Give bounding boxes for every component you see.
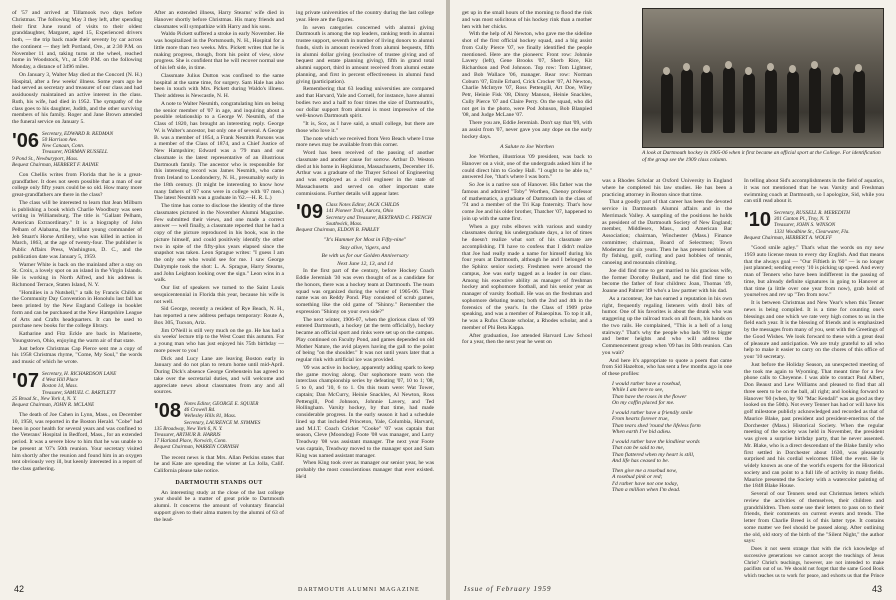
paragraph: So Joe is a native son of Hanover. His father was the famous and admired "Toby" Worthen, Chenoy professor of mathematics, a graduate of Dartmouth in the class of '74 and a member of the Tri Kap fraternity. That's how come Joe and his older brother, Thatcher '07, happened to join up with the same first. — [462, 182, 592, 222]
class-header-1908 — [154, 401, 284, 451]
paragraph: Dick and Lucy Lane are leaving Boston early in January and do not plan to return home until mid-April. During Dick's absence George Grebenstein has agreed to take over the secretarial duties, and will welcome and appreciate news about classmates from any and all sources. — [154, 355, 284, 396]
paragraph: Joe Worthen, illustrious '09 president, was back to Hanover on a visit, one of the undergrads asked him if he could direct him to Godey Hall. "I ought to be able to," answered Joe, "that's where I was born." — [462, 154, 592, 181]
paragraph: "Homilies in a Nutshell," a talk by Francis Childs at the Community Day Convention in Honolulu last fall has been printed by the New England College in booklet form and can be purchased at the New Hampshire League of Arts and Crafts headquarters. It can be used to purchase new books for the college library. — [12, 289, 142, 330]
paragraph: Warner White is back on the mainland after a stay on St. Croix, a lovely spot on an island in the Virgin Islands. He is working in North Alfred, and his address is Richmond Terrace, Staten Island, N. Y. — [12, 261, 142, 288]
right-page — [450, 0, 896, 600]
paragraph: Several of our Tenners send out Christmas letters which review the activities of themselves, their children and grandchildren. Then some use their letters to pass on to their friends, their comments on current events and trends. The letter from Charlie Breed is of this latter type. It contains some matter we feel should be passed along. After outlining the old, old story of the birth of the "Silent Night," the author says: — [744, 491, 884, 545]
photo-caption: A look at Dartmouth hockey in 1905-06 when it first became an official sport at the College. For identification of the group see the 1909 class column. — [642, 150, 881, 163]
paragraph: Waldo Pickett suffered a stroke in early November. He was hospitalized in the Portsmouth, N. H., Hospital for a little more than two weeks. Mrs. Pickett writes that he is making progress, though, from his point of view, slow progress. She is confident that he will recover normal use of his left side, in time. — [154, 31, 284, 71]
address-line: Boston 14, Mass. — [42, 383, 78, 390]
quoted-letter: Does it not seem strange that with the rich knowledge of successive generations we cannot accept the teachings of Jesus Christ? Christ's teachings, however, are not intended to make pacifists out of us. We should not forget that the same Good Book which teaches us to work for peace, and exhorts us that the Prince — [744, 546, 884, 580]
poem-line: And life has ceased to be. — [612, 458, 670, 465]
paragraph: The note which we received from Vero Beach where I true more news may be available from this corner. — [296, 135, 434, 149]
address-line: 141 Pioneer Trail, Aurora, Ohio — [326, 208, 394, 215]
poem-line: When earth I've bid adieu. — [612, 429, 672, 436]
bequest-line: Bequest Chairman, JOHN R. MCLANE — [12, 401, 95, 408]
column-6 — [744, 178, 884, 580]
address-line: New Canaan, Conn. — [42, 143, 85, 150]
address-line: 135 Broadway, New York 6, N. Y. — [154, 425, 223, 432]
paragraph: Remembering that 63 leading universities are compared and that Harvard, Yale and Cornell, for instance, have alumni bodies two and a half to four times the size of Dartmouth's, our dollar support from alumni is most impressive of the well-known Dartmouth spirit. — [296, 86, 434, 120]
page-number-right: 43 — [871, 584, 882, 594]
paragraph: Joe did find time to get married to his gracious wife, the former Dorothy Bullard, and he did find time to become the father of four children: Joan, Thomas '49, Joanne and Palmer '49 who's a law partner with his dad. — [602, 267, 732, 294]
paragraph: As a raconteur, Joe has earned a reputation in his own right, frequently regaling listeners with droll bits of humor. One of his favorites is about the drunk who was staggering up the railroad track on all fours, his hands on the two rails. He complained, "This is a hell of a long stairway." That's why the people who lads '09 to bigger and better heights and who will address the Commencement group when '09 has its 50th reunion. Can you wait? — [602, 295, 732, 356]
magazine-title-footer: DARTMOUTH ALUMNI MAGAZINE — [298, 587, 420, 593]
class-header-1909 — [296, 202, 434, 233]
address-line: Wellesley Hills 81, Mass. — [184, 413, 237, 420]
address-line: 301 Canton Pl., Troy, N. Y. — [774, 216, 830, 223]
page-number-left: 42 — [14, 584, 25, 594]
treasurer-line: Treasurer, NORMAN RUSSELL — [42, 149, 108, 156]
paragraph: "Good smile agley." That's what the words on my new 1959 auto license mean to every day English. And that means that the always goal — "Our Fiftieth in '60" — is no longer just planned; sending every '10 is picking up speed. And every man of Tenners who have been indifferent in the passing of time, but already definite signatures in going to Hanover at that time (a little over one year from now), grab hold of yourselves and rev up "Ten from now." — [744, 245, 884, 299]
column-3 — [296, 10, 434, 580]
bequest-line: Bequest Chairman, ELDON B. FARLEY — [296, 227, 380, 234]
paragraph: Con Chellis writes from Florida that he is a great-grandfather. It does not seem possible that a man of our college only fifty years could be so old. How many more great-grandfathers are there in the class? — [12, 171, 142, 199]
paragraph: An interesting study at the close of the last college year should be a matter of great pride to Dartmouth alumni. It concerns the amount of voluntary financial support given to their alma maters by the alumni of 63 of the lead- — [154, 489, 284, 523]
class-numeral: '09 — [296, 202, 324, 224]
bequest-line: Bequest Chairman, WARREN CORNISH — [154, 444, 239, 451]
address-line: 25 Broad St., New York 4, N. Y. — [12, 395, 77, 402]
class-numeral: '07 — [12, 370, 40, 392]
column-5 — [602, 178, 732, 580]
address-line: 46 Crowell Rd. — [184, 407, 216, 414]
paragraph: "It is, Sox, as I have said, a small college, but there are those who love it." — [296, 121, 434, 134]
paragraph: On January 3, Walter May died at the Concord (N. H.) Hospital, after a few weeks' illness. Some years ago he had served as secretary and treasurer of our class and had assiduously maintained an active interest in the class. Ruth, his wife, had died in 1952. The sympathy of the class goes to his daughter, Judith, and the other surviving members of his family. Roger and Jane Brown attended the funeral service on January 5. — [12, 71, 142, 125]
secretary-line: Secretary, LAURENCE M. SYMMES — [184, 419, 261, 426]
paragraph: Classmate Julius Dutton was confined to the same hospital at the same time, for surgery. Sam Hale has also been in touch with Mrs. Pickett during Waldo's illness. Their address is Newcastle, N. H. — [154, 72, 284, 99]
slogan-line: Next June 12, 13, and 14 — [337, 260, 393, 267]
paragraph: Just before the Holiday Season, an unexpected meeting of the took me again to Wyoming. That meant time for a few phone calls to Cheyenne. I was able to contact Paul Albert, Don Beaust and Lew Williams and pleased to find that all three seem to be on the ball, all right; and looking forward to Hanover '60 (when, by '60 "Mac Kendall" was as good as they looked on the 50th). Not every Tenner has had or will have his golf milestone publicly acknowledged and recorded as that of Maurice Blake, past president and president-emeritus of the Dorchester (Mass.) Historical Society. When the regular meeting of the society was held in November, the president was given a surprise birthday party, that he never assented. Mr. Blake, who is a direct descendant of the Blake family who first settled in Dorchester about 1630, was pleasantly surprised and his cordial welcomes filled the event. He is widely known as one of the world's experts for the Historical society and can point to a full life of activity in many fields. Maurice presented the Society with a watercolor painting of the 1848 Blake House. — [744, 361, 884, 490]
paragraph: The time has come to disclose the identity of the three classmates pictured in the November Alumni Magazine. Few submitted their views, and one made a correct answer — well finally, a classmate reported that he had a copy of the picture reproduced in his book, was in the picture himself, and could positively identify the other two in spite of the fifty-plus years elapsed since the snapshot was taken. Leon Sprague writes: "I guess I am the only one who would see for me. I saw George Dalrymple took the shot: L. A. Sprague, Harry Stearns, and John Leighton looking over the sign." Leon wins in a walk. — [154, 203, 284, 284]
slogan-line: "It's Hammer for Most in Fifty-nine" — [323, 237, 407, 244]
paragraph: When a guy rubs elbows with various and sundry classmates during his undergraduate days, a lot of times he doesn't realize what sort of his classmate are accomplishing. I'll have to confess that I didn't realize that Joe had really made a name for himself during his four years at Dartmouth, although he and I belonged to the Sphinx senior society. Freshmen were around the campus, Joe was early tagged as a leader in our class. Among his executive ability as manager of freshman hockey and sophomore football, and his senior year as manager of varsity football. He was on the freshman and sophomore debating teams; both the 2nd and 4th in the forensics of the year's. In the Class of 1909 prize speaking, and was a member of Palaeopitus. To top it all, he was a Rufus Choate scholar, a Rhodes scholar, and a member of Phi Beta Kappa. — [462, 223, 592, 331]
poem-line: That can be said to me, — [612, 445, 665, 452]
address-line: 1331 Woodbine St., Clearwater, Fla. — [774, 228, 850, 235]
paragraph: That a goodly part of that career has been the devoted service in Dartmouth Alumni affairs and in the Merrimack Valley. A sampling of the positions he holds as president of the Dartmouth Society of New England; member, Middlesex, Mass., and American Bar Association; chairman, Winchester (Mass.) Finance committee; chairman, Board of Selectmen; Town Moderator for six years. Then he has present hobbies of fly fishing, golf, curling and past hobbies of tennis, canoeing and mountain climbing. — [602, 199, 732, 266]
address-line: 9 Pond St., Newburyport, Mass. — [12, 155, 79, 162]
subheading: DARTMOUTH STANDS OUT — [175, 479, 263, 486]
slogan-line: Be with us for our Golden Anniversary — [321, 252, 409, 259]
address-line: 17 Harland Place, Norwich, Conn. — [154, 438, 227, 445]
paragraph: It is between Christmas and New Year's when this Tenner news is being compiled. It is a time for counting one's blessings and one which we rate very high comes to us in the field each year. It is the blessing of friends and is emphasized by the messages from many of you, sent with the Greetings of the Good Wishes. We look forward to these with a great deal of pleasure and anticipation. We are truly grateful to all who help to make it easier to carry on the chores of this office of your '10 secretary. — [744, 300, 884, 361]
poem-line: I would rather have a friendly smile — [612, 409, 693, 416]
poem-line: I would rather have a rosebud, — [612, 380, 682, 387]
paragraph: of '57 and arrived at Tillamook two days before Christmas. The following May 3 they left, after spending their first June round of visits to their oldest granddaughter, Margaret, aged 15, Experienced drivers both, — the trip back made their seventy by car across the continent — they left Portland, Ore., at 2:30 P.M. on November 11 and, taking turns at the wheel, reached home in Woodstock, Vt., at 5:00 P.M. on the following Monday, a distance of 3496 miles. — [12, 10, 142, 70]
poem-line: I'd rather have not one today, — [612, 480, 679, 487]
poem-line: I would rather have the kindliest words — [612, 438, 700, 445]
paragraph: In seven categories concerned with alumni giving Dartmouth is among the top leaders, ranking tenth in alumni trustee support, seventh in number of living donors to alumni funds, sixth in amount received from alumni bequests, fifth in alumni dollar giving (exclusive of trustee giving and of bequest and estate planning giving), fifth in grand total alumni support, third in amount received from alumni estate planning, and first in percent effectiveness in alumni fund giving (participation). — [296, 24, 434, 85]
paragraph: Our list of speakers we turned to the Saint Louis sesquicentennial in Florida this year, because his wife is not well. — [154, 285, 284, 305]
poem-line: Than a million when I'm dead. — [612, 487, 681, 494]
paragraph: When King took over as manager our senior year, he was probably the most conscientious manager that ever existed. He'd — [296, 460, 434, 480]
paragraph: Sid George, recently a resident of Rye Beach, N. H., has reported a new address perhaps temporary: Route A, Box 305, Tucson, Ariz. — [154, 306, 284, 326]
left-page — [0, 0, 446, 600]
poem — [612, 381, 732, 494]
secretary-line: Secretary, RUSSELL R. MEREDITH — [774, 210, 850, 216]
slogan-line: Stay alive, 'tigers, and — [340, 245, 390, 252]
secretary-line: Notes Editor, GEORGE E. SQUIER — [184, 401, 259, 407]
paragraph: In the first part of the century, before Hockey Coach Eddie Jeremiah '30 was even thought of as a candidate for the honors, there was a hockey team at Dartmouth. The team squad was organized during the winter of 1905-06. Their name was on Reddy Pond. Play consisted of scrub games, something like the old game of "Shinny." Remember the expression "Shinny on your own side?" — [296, 268, 434, 315]
address-line: 4 West Hill Place — [42, 377, 78, 384]
poem-line: Than have the roses in the flower — [612, 393, 687, 400]
paragraph: '09 was active in hockey, apparently adding spark to keep the game moving along. Our sophomore team won the interclass championship series by defeating '07, 10 to 1; '08, 5 to 0, and '10, 6 to 1. On this team were: Wat Tower, captain; Dan McCurry, Heinie Snackles, Al Newton, Ross Pettengill, Pod Johnson, Johnnie Lavery, and Ted Hollingham. Varsity hockey, by that time, had made considerable progress. In the early season it had a schedule lined up that included Princeton, Yale, Columbia, Harvard, and M.I.T. Coach Cricket "Cooke" '07 was captain that season, Cleve (Moondog) Foote '08 was manager, and Larry Treadway '08 was assistant manager. The next year Foote was captain, Treadway moved to the manager spot and Sam King was named assistant manager. — [296, 364, 434, 459]
poem-line: Than tears shed 'round the lifeless form — [612, 422, 701, 429]
tribute-heading: A Salute to Joe Worthen — [500, 144, 554, 151]
paragraph: Jim O'Neill is still very much on the go. He has had a six weeks' lecture trip to the West Coast this autumn. For a young man who has just enjoyed his 75th birthday — more power to you! — [154, 327, 284, 354]
treasurer-line: Treasurer, JOHN S. WINSON — [774, 222, 836, 229]
class-numeral: '08 — [154, 401, 182, 422]
address-line: 50 Harrison Ave. — [42, 136, 78, 143]
class-numeral: '10 — [744, 210, 772, 231]
paragraph: The death of Joe Cahen in Lynn, Mass., on December 10, 1958, was reported in the Boston Herald. "Cobe" had been in poor health for several years and was confined to the Veterans' Hospital in Bedford, Mass., for an extended period. It was a severe blow to him that he was unable to be present at '07's 50th reunion. Your secretary visited him shortly after the reunion and found him in an oxygen tent obviously very ill, but keenly interested in a report of the class gathering. — [12, 412, 142, 473]
paragraph: Katharine and Fitz Eckle are back in Marinette, Youngstown, Ohio, enjoying the warm air of that state. — [12, 331, 142, 344]
paragraph: The class will be interested to learn that Jean Milburn is publishing a book which Charlie Woodbury was seen writing in Williamsburg. The title is "Gallant Pelham, American Extraordinary." It is a biography of John Pelham of Alabama, the brilliant young commander of Jeb Stuart's Horse Artillery, who was killed in action in March, 1863, at the age of twenty-four. The publisher is Public Affairs Press, Washington, D. C., and the publication date was January 5, 1959. — [12, 199, 142, 260]
paragraph: ing private universities of the country during the last college year. Here are the figures. — [296, 10, 434, 23]
paragraph: The recent news is that Mrs. Allan Perkins states that he and Kate are spending the winter at La Jolla, Calif. California please take notice. — [154, 454, 284, 475]
bequest-line: Bequest Chairman, HERBERT F. RAINIE — [12, 161, 99, 168]
hockey-team-photo — [642, 8, 884, 148]
class-header-1910 — [744, 210, 884, 241]
column-2 — [154, 10, 284, 580]
paragraph: get up in the small hours of the morning to flood the rink and was most solicitous of his hockey rink than a mother hen with her chicks. — [462, 10, 592, 30]
paragraph: There you are, Eddie Jeremiah. Don't say that '09, with an assist from '07, never gave you any dope on the early hockey days. — [462, 120, 592, 140]
secretary-line: Secretary, EDWARD B. REDMAN — [42, 130, 114, 137]
treasurer-line: Secretary and Treasurer, BERTRAND C. FRENCH — [326, 214, 432, 221]
poem-line: On my coffin placed for me. — [612, 400, 675, 407]
paragraph: In telling about Sid's accomplishments in the field of aquatics, it was not mentioned that he was Varsity and Freshman swimming coach at Dartmouth, so I apologize, Sid, while you can still read about it. — [744, 178, 884, 205]
paragraph: A note to Walter Nesmith, congratulating him on being the senior member of '07 in age, and inquiring about a possible relationship to a George W. Nesmith, of the Class of 1820, has brought an interesting reply. George W. is Walter's ancestor, but only one of several. A George B. was a member of 1854, a Frank Nesmith Parsons was a member of the Class of 1874, and a Chief Justice of New Hampshire; Edward was a '79 man and our classmate is the latest representative of an illustrious Dartmouth family. The ancestor who is responsible for this interesting record was James Nesmith, who came from Ireland to Londonderry, N. H., presumably early in the 18th century. (It might be interesting to know how many fathers of '07 sons were in college with '07 men.) The latest Nesmith was a graduate in '62.—H. R. L.) — [154, 100, 284, 202]
class-numeral: '06 — [12, 130, 40, 152]
paragraph: Just before Christmas Cap Pierce sent me a copy of his 1958 Christmas rhyme, "Come, My Soul," the words and music of which he wrote. — [12, 345, 142, 366]
bequest-line: Bequest Chairman, HERBERT A. WOLFF — [744, 234, 832, 241]
class-header-1907 — [12, 371, 142, 408]
column-4 — [462, 10, 592, 580]
paragraph: And here it's appropriate to quote a poem that came from Sid Hazelton, who has sent a few months ago in one of these profiles: — [602, 357, 732, 377]
poem-line: A rosebud pink or red; — [612, 474, 663, 481]
column-1 — [12, 10, 142, 580]
address-line: Southwick, Mass. — [326, 220, 363, 227]
issue-footer: Issue of February 1959 — [464, 585, 552, 593]
poem-line: While I am here to see, — [612, 387, 664, 394]
paragraph: After graduation, Joe attended Harvard Law School for a year, then the next year he went on — [462, 332, 592, 346]
paragraph: The next winter, 1906-07, when the glorious class of '09 entered Dartmouth, a hockey (at the term officially), hockey became an official sport and rinks were set up on the campus. Play continued on Faculty Pond, and games depended on old Mother Nature, the avid players having the gall to the point of being "on the shoulder." It was not until years later that a regular rink with artificial ice was provided. — [296, 316, 434, 364]
poem-line: From hearts forever true, — [612, 416, 669, 423]
paragraph: After an extended illness, Harry Stearns' wife died in Hanover shortly before Christmas. His many friends and classmates will sympathize with Harry and his sons. — [154, 10, 284, 30]
poem-line: Then give me a rosebud now, — [612, 467, 677, 474]
treasurer-line: Treasurer, ARTHUR B. HARRIS — [154, 432, 221, 439]
secretary-line: Class Notes Editor, JACK CHILDS — [326, 202, 400, 209]
class-header-1906 — [12, 131, 142, 168]
treasurer-line: Treasurer, SAMUEL C. BARTLETT — [42, 389, 116, 396]
secretary-line: Secretary, H. RICHARDSON LANE — [42, 370, 117, 377]
paragraph: With the help of Al Newton, who gave me the sideline shot of the first official hockey squad, and a big assist from Cully Pierce '07, we finally identified the people mentioned. Here are the pioneers: Front row: Johnnie Lavery (left), Gene Brooks '07, Sherb Rice, Kit Richardson and Pod Johnson. Top row: Tom Lightner, and Bob Wallace '06, manager. Rear row: Norman Coburn '07, Emile Erhard, Crick Crocker '07, Al Newton, Charlie McIntyre '07, Ross Pettengill, Art Doe, Wiley Petr, Heinie Fisk '08, Dinny Manson, Heinie Snackles, Cully Pierce '07 and Claire Perry. On the squad, who did not get in the photo, were Pod Johnson, Bob Blanpied '08, and Judge McLane '07. — [462, 31, 592, 119]
poem-line: Than flattered when my heart is still, — [612, 451, 695, 458]
paragraph: was a Rhodes Scholar at Oxford University in England where he completed his law studies. He has been a practicing attorney in Boston since that time. — [602, 178, 732, 198]
paragraph: Word has been received of the passing of another classmate and another cause for sorrow. Arthur D. Weston died at his home in Hopkinton, Massachusetts, December 16. Arthur was a graduate of the Thayer School of Engineering and was employed as a civil engineer in the state of Massachusetts and served on other important state commissions. Further details will appear later. — [296, 150, 434, 197]
